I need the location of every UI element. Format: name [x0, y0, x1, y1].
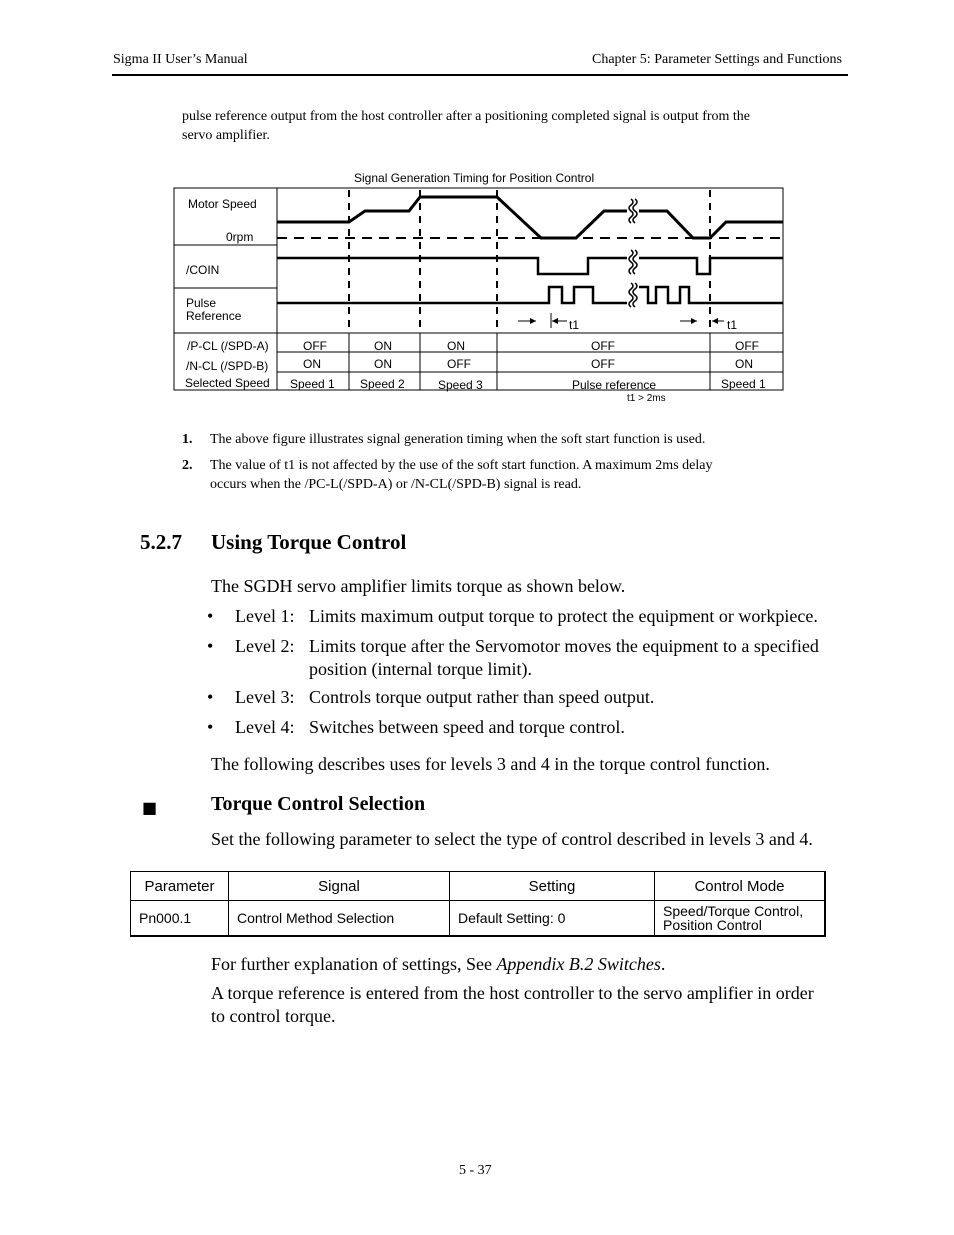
bullet-4-level: Level 4: [235, 717, 295, 737]
ncl-state-2: ON [374, 357, 392, 371]
section-intro: The SGDH servo amplifier limits torque as shown below. [211, 576, 626, 596]
cell-parameter: Pn000.1 [131, 901, 229, 937]
note-2-text-2: occurs when the /PC-L(/SPD-A) or /N-CL(/SPD-B) signal is read. [210, 477, 582, 492]
bullet-2-dot: • [207, 636, 214, 656]
table-row [131, 901, 826, 937]
ncl-state-5: ON [735, 357, 753, 371]
ncl-state-3: OFF [447, 357, 471, 371]
note-1-text: The above figure illustrates signal generation timing when the soft start function is used. [210, 432, 706, 447]
label-ncl: /N-CL (/SPD-B) [186, 359, 269, 373]
pulse-reference-wave [277, 287, 627, 303]
t1-left-label: t1 [569, 318, 580, 332]
subsection-title: Torque Control Selection [211, 793, 426, 815]
motor-speed-wave [277, 197, 627, 238]
t1-right-label: t1 [727, 318, 738, 332]
bullet-4-dot: • [207, 717, 214, 737]
further-prefix: For further explanation of settings, See [211, 954, 497, 974]
square-bullet-icon: ■ [142, 798, 158, 817]
note-1-number: 1. [182, 432, 193, 447]
bullet-2-level: Level 2: [235, 636, 295, 656]
speed-3: Speed 3 [438, 378, 483, 392]
intro-line-2: servo amplifier. [182, 128, 270, 143]
pcl-state-2: ON [374, 339, 392, 353]
pcl-state-4: OFF [591, 339, 615, 353]
section-number: 5.2.7 [140, 530, 182, 554]
note-2-text-1: The value of t1 is not affected by the use of the soft start function. A maximum 2ms delay [210, 458, 713, 473]
note-2-number: 2. [182, 458, 193, 473]
bullet-3-text: Controls torque output rather than speed output. [309, 687, 655, 707]
label-pulse-ref-2: Reference [186, 309, 242, 323]
label-pcl: /P-CL (/SPD-A) [187, 339, 269, 353]
header-parameter: Parameter [131, 872, 229, 901]
further-explanation [211, 953, 665, 976]
header-chapter-title: Chapter 5: Parameter Settings and Functions [591, 52, 842, 67]
ncl-state-4: OFF [591, 357, 615, 371]
page-number: 5 - 37 [459, 1163, 492, 1178]
label-selected-speed: Selected Speed [185, 376, 270, 390]
label-pulse-ref-1: Pulse [186, 296, 217, 310]
pcl-state-1: OFF [303, 339, 327, 353]
cell-control-mode-line-2: Position Control [663, 917, 762, 933]
speed-2: Speed 2 [360, 377, 405, 391]
cell-setting: Default Setting: 0 [450, 901, 655, 937]
bullet-1-text: Limits maximum output torque to protect the equipment or workpiece. [309, 606, 818, 626]
appendix-reference[interactable]: Appendix B.2 Switches [496, 954, 661, 974]
torque-reference-line-1: A torque reference is entered from the host controller to the servo amplifier in order [211, 983, 814, 1003]
levels-description: The following describes uses for levels 3 and 4 in the torque control function. [211, 754, 770, 774]
ncl-state-1: ON [303, 357, 321, 371]
label-coin: /COIN [186, 263, 220, 277]
bullet-1-level: Level 1: [235, 606, 295, 626]
header-signal: Signal [229, 872, 450, 901]
label-motor-speed: Motor Speed [188, 197, 257, 211]
pcl-state-3: ON [447, 339, 465, 353]
label-zero-rpm: 0rpm [226, 230, 254, 244]
torque-reference-line-2: to control torque. [211, 1006, 336, 1026]
t1-note: t1 > 2ms [627, 393, 666, 404]
subsection-intro: Set the following parameter to select the type of control described in levels 3 and 4. [211, 829, 813, 849]
bullet-2-text-1: Limits torque after the Servomotor moves the equipment to a specified [309, 636, 819, 656]
bullet-3-level: Level 3: [235, 687, 295, 707]
header-control-mode: Control Mode [655, 872, 826, 901]
speed-5: Speed 1 [721, 377, 766, 391]
pcl-state-5: OFF [735, 339, 759, 353]
intro-line-1: pulse reference output from the host controller after a positioning completed signal is output from the [182, 109, 751, 124]
parameter-table [130, 871, 826, 937]
cell-control-mode-line-1: Speed/Torque Control, [663, 903, 804, 919]
timing-diagram [0, 0, 954, 420]
bullet-1-dot: • [207, 606, 214, 626]
bullet-2-text-2: position (internal torque limit). [309, 659, 532, 679]
cell-signal: Control Method Selection [229, 901, 450, 937]
cell-control-mode [655, 901, 826, 937]
section-title: Using Torque Control [211, 530, 407, 554]
bullet-3-dot: • [207, 687, 214, 707]
diagram-title: Signal Generation Timing for Position Control [354, 171, 595, 185]
speed-4: Pulse reference [572, 378, 657, 392]
further-suffix: . [660, 954, 666, 974]
coin-wave [277, 258, 627, 274]
table-header-row [131, 872, 826, 901]
header-manual-title: Sigma II User’s Manual [113, 52, 248, 67]
header-setting: Setting [450, 872, 655, 901]
speed-1: Speed 1 [290, 377, 335, 391]
bullet-4-text: Switches between speed and torque control. [309, 717, 625, 737]
